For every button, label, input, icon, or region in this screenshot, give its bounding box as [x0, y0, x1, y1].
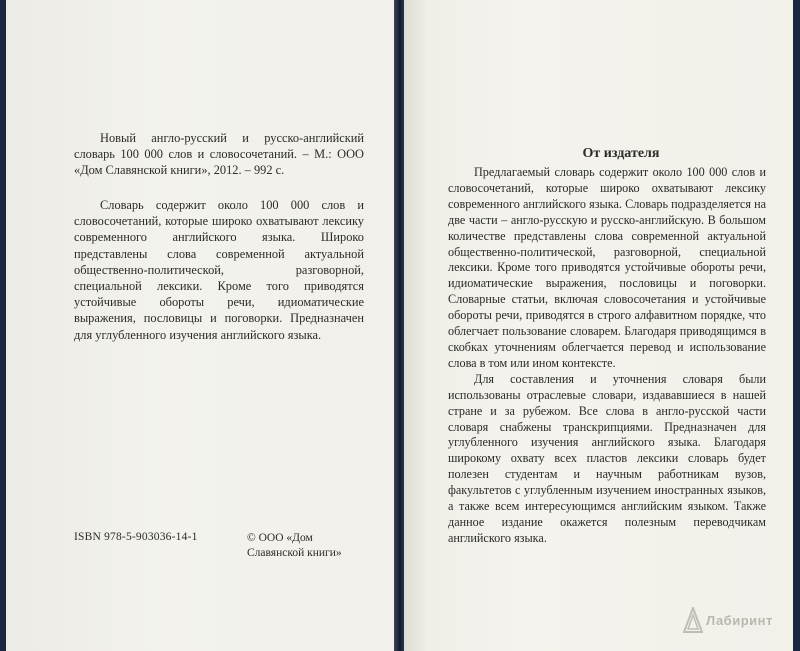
publisher-note: [448, 165, 766, 547]
publisher-note-paragraph-2: Для составления и уточнения словаря были использованы отраслевые словари, издававшиеся в нашей стране и за рубежом. Все слова в англо-русской части словаря снабжены транскрипциями. Предназначен для углубленного изучения английского языка. Благодаря широкому охвату всех пластов лексики словарь будет полезен студентам и научным работникам вузов, факультетов с углубленным изучением иностранных языков, а также всем интересующимся английским языком. Также данное издание окажется полезным переводчикам английского языка.: [448, 371, 766, 545]
watermark-logo: [683, 600, 793, 640]
isbn: ISBN 978-5-903036-14-1: [74, 531, 198, 543]
annotation: [74, 197, 364, 343]
publisher-note-paragraph-1: Предлагаемый словарь содержит около 100 000 слов и словосочетаний, которые широко охватывают лексику современного английского языка. Словарь подразделяется на две части – англо-русскую и русско-английскую. В большом количестве представлены слова современной актуальной общественно-политической, разговорной, специальной лексики. Кроме того приводятся устойчивые обороты речи, идиоматические выражения, пословицы и поговорки. Словарные статьи, включая словосочетания и устойчивые обороты речи, приводятся в строго алфавитном порядке, что облегчает пользование словарем. Благодаря приводящимся в скобках уточнениям облегчается перевод и использование слова в том или ином контексте.: [448, 165, 766, 370]
catalog-entry: [74, 130, 364, 179]
catalog-entry-text: Новый англо-русский и русско-английский словарь 100 000 слов и словосочетаний. – М.: ООО «Дом Славянской книги», 2012. – 992 с.: [74, 131, 364, 178]
annotation-text: Словарь содержит около 100 000 слов и словосочетаний, которые широко охватывают лексику современного английского языка. Широко представлены слова современной актуальной общественно-политической, разговорной, специальной лексики. Кроме того приводятся устойчивые обороты речи, идиоматические выражения, пословицы и поговорки. Предназначен для углубленного изучения английского языка.: [74, 198, 364, 342]
labyrinth-logo-icon: [683, 607, 703, 633]
publisher-note-title: От издателя: [582, 146, 660, 161]
book-gutter: [394, 0, 404, 651]
copyright: © ООО «Дом Славянской книги»: [247, 532, 342, 559]
watermark-logo-text: Лабиринт: [706, 612, 773, 628]
